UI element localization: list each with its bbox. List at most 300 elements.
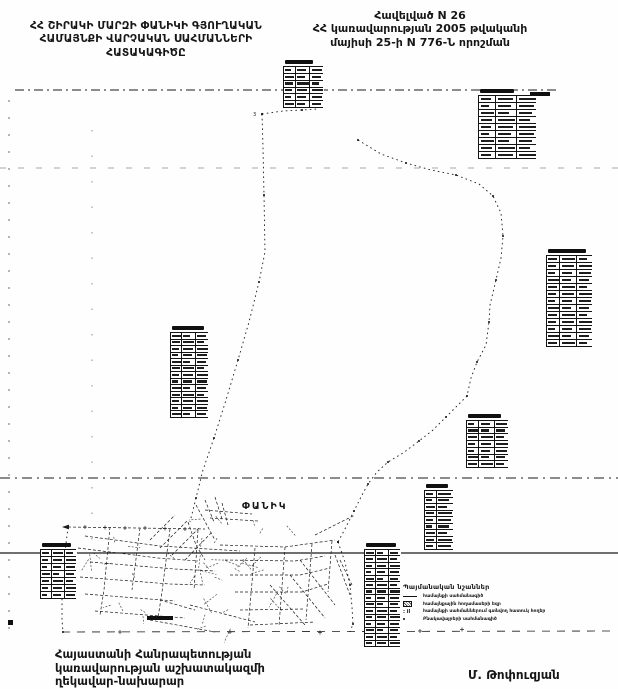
village-lane [201, 538, 202, 547]
table-cell [365, 628, 375, 633]
table-cell [284, 88, 295, 94]
table-cell [560, 284, 576, 290]
table-cell [296, 67, 310, 73]
table-cell [496, 110, 516, 116]
legend-item-label: Բնակավայրերի սահմանագիծ [423, 616, 497, 622]
boundary-point [353, 510, 355, 512]
point-table-title-smudge [548, 249, 586, 253]
boundary-southeast [338, 542, 353, 632]
village-lane [235, 568, 240, 571]
village-lane [226, 561, 241, 567]
table-cell [296, 94, 310, 100]
table-cell [517, 103, 537, 109]
table-cell [437, 543, 453, 549]
table-cell [365, 569, 375, 574]
map-title-line2: ՀԱՄԱՅՆՔԻ ՎԱՐՉԱԿԱՆ ՍԱՀՄԱՆՆԵՐԻ [39, 33, 253, 46]
table-cell [182, 379, 195, 385]
table-cell [467, 461, 478, 467]
table-cell [577, 305, 593, 311]
point-coordinate-table [170, 332, 208, 418]
table-cell [577, 256, 593, 262]
approval-block [55, 648, 265, 689]
dot-icon [403, 617, 419, 622]
village-street [160, 520, 188, 548]
table-cell [171, 392, 181, 398]
legend-item-label: համայնքի սահմանագիծ [423, 594, 484, 599]
table-cell [496, 138, 516, 144]
table-cell [376, 608, 388, 613]
point-coordinate-table [424, 490, 453, 550]
village-street [290, 575, 325, 618]
village-street [160, 600, 195, 610]
boundary-point [337, 541, 339, 543]
village-lane [190, 576, 194, 583]
table-cell [577, 340, 593, 346]
boundary-point [195, 497, 197, 499]
table-cell [52, 585, 64, 591]
table-cell [577, 319, 593, 325]
table-cell [65, 550, 77, 556]
table-cell [496, 145, 516, 151]
table-cell [479, 124, 495, 130]
table-cell [479, 152, 495, 158]
signature-name: Մ. Թոփուզյան [468, 668, 560, 682]
boundary-point [237, 359, 239, 361]
table-cell [41, 585, 51, 591]
table-cell [310, 74, 324, 80]
table-cell [65, 564, 77, 570]
village-lane [90, 554, 92, 571]
table-cell [196, 411, 209, 417]
village-street [248, 548, 255, 628]
table-cell [365, 621, 375, 626]
table-cell [437, 504, 453, 510]
table-cell [389, 589, 401, 594]
table-cell [547, 333, 559, 339]
table-cell [425, 543, 436, 549]
table-cell [171, 398, 181, 404]
map-title-line3: ՀԱՏԱԿԱԳԻԾԸ [106, 46, 186, 59]
table-cell [182, 340, 195, 346]
table-cell [547, 326, 559, 332]
table-cell [41, 550, 51, 556]
table-cell [479, 434, 493, 440]
village-street [225, 556, 325, 561]
table-cell [182, 385, 195, 391]
village-lane [270, 598, 281, 610]
table-cell [65, 557, 77, 563]
point-table-title-smudge [426, 484, 448, 488]
dash-dot-line-icon [403, 594, 419, 599]
table-cell [310, 101, 324, 107]
legend-title: Պայմանական նշաններ [403, 583, 490, 591]
table-cell [65, 585, 77, 591]
table-cell [389, 569, 401, 574]
village-street [158, 529, 170, 618]
point-coordinate-table [546, 255, 592, 347]
village-lane [128, 546, 140, 547]
table-cell [437, 530, 453, 536]
table-cell [389, 550, 401, 555]
village-lane [205, 563, 218, 568]
table-cell [560, 319, 576, 325]
table-cell [182, 333, 195, 339]
village-lane [215, 577, 222, 580]
village-lane [201, 571, 216, 575]
point-coordinate-table [283, 66, 323, 108]
point-table-title-smudge [285, 60, 313, 64]
table-cell [284, 67, 295, 73]
table-cell [171, 405, 181, 411]
village-lane [269, 594, 276, 608]
village-street [315, 515, 355, 535]
table-cell [517, 152, 537, 158]
point-coordinate-table [364, 549, 400, 647]
table-cell [65, 571, 77, 577]
table-cell [182, 392, 195, 398]
table-cell [560, 340, 576, 346]
annex-line3: մայիսի 25-ի N 776-Ն որոշման [330, 35, 510, 49]
table-cell [547, 312, 559, 318]
table-cell [376, 641, 388, 646]
village-lane [82, 559, 89, 570]
boundary-point [445, 416, 447, 418]
table-cell [171, 379, 181, 385]
table-cell [495, 461, 509, 467]
village-street [150, 515, 175, 540]
table-cell [52, 550, 64, 556]
table-cell [437, 537, 453, 543]
road-arrowhead [62, 525, 69, 530]
table-cell [479, 145, 495, 151]
table-cell [310, 67, 324, 73]
boundary-point [405, 162, 407, 164]
table-cell [467, 434, 478, 440]
village-street [222, 503, 228, 525]
table-cell [547, 263, 559, 269]
table-cell [365, 615, 375, 620]
table-cell [296, 101, 310, 107]
table-cell [577, 277, 593, 283]
table-cell [376, 576, 388, 581]
table-cell [182, 353, 195, 359]
table-cell [495, 441, 509, 447]
village-lane [103, 605, 111, 608]
village-label: ՓԱՆԻԿ [242, 501, 288, 512]
legend-item [403, 602, 593, 607]
dot-ticks-icon: : il [403, 608, 411, 615]
table-cell [41, 592, 51, 598]
table-cell [284, 74, 295, 80]
table-cell [425, 491, 436, 497]
table-cell [479, 110, 495, 116]
boundary-point [357, 139, 359, 141]
table-cell [52, 592, 64, 598]
table-cell [517, 96, 537, 102]
table-cell [52, 571, 64, 577]
table-cell [365, 576, 375, 581]
table-cell [547, 291, 559, 297]
table-cell [425, 498, 436, 504]
table-cell [196, 379, 209, 385]
table-cell [310, 88, 324, 94]
table-cell [376, 602, 388, 607]
village-street [306, 544, 312, 620]
village-lane [287, 526, 296, 537]
table-cell [547, 284, 559, 290]
table-cell [425, 517, 436, 523]
village-lane [214, 538, 218, 544]
boundary-point [352, 623, 354, 625]
table-cell [560, 298, 576, 304]
table-cell [479, 138, 495, 144]
table-cell [389, 641, 401, 646]
table-cell [496, 152, 516, 158]
table-cell [495, 448, 509, 454]
table-cell [365, 595, 375, 600]
boundary-point [492, 195, 494, 197]
legend-item [403, 594, 593, 599]
table-cell [389, 634, 401, 639]
point-coordinate-table [466, 420, 508, 468]
table-cell [517, 124, 537, 130]
table-cell [182, 366, 195, 372]
table-cell [171, 353, 181, 359]
boundary-point [62, 631, 64, 633]
table-cell [365, 602, 375, 607]
table-cell [52, 557, 64, 563]
table-cell [171, 385, 181, 391]
table-cell [376, 628, 388, 633]
table-cell [517, 117, 537, 123]
table-cell [196, 405, 209, 411]
table-cell [365, 589, 375, 594]
village-lane [202, 615, 205, 625]
table-cell [495, 434, 509, 440]
table-cell [547, 340, 559, 346]
boundary-point [263, 194, 265, 196]
boundary-point [367, 483, 369, 485]
table-cell [182, 398, 195, 404]
approval-line1: Հայաստանի Հանրապետության [55, 647, 252, 661]
legend-item-label: համայնքային հողամասերի եզր [423, 601, 501, 607]
village-street [235, 584, 328, 592]
table-cell [425, 511, 436, 517]
table-cell [296, 74, 310, 80]
village-lane [253, 520, 255, 526]
table-cell [296, 88, 310, 94]
table-cell [171, 333, 181, 339]
table-cell [196, 346, 209, 352]
village-street [185, 532, 212, 560]
table-cell [41, 557, 51, 563]
table-cell [310, 94, 324, 100]
table-cell [577, 312, 593, 318]
table-cell [479, 117, 495, 123]
village-street [194, 530, 198, 590]
table-cell [437, 498, 453, 504]
legend-item [403, 617, 593, 622]
table-cell [547, 298, 559, 304]
table-cell [577, 270, 593, 276]
table-cell [495, 455, 509, 461]
village-lane [132, 573, 135, 577]
legend [403, 583, 593, 624]
table-cell [496, 117, 516, 123]
village-sublabel-smudge [147, 616, 173, 620]
table-cell [479, 441, 493, 447]
village-street [279, 547, 285, 626]
table-cell [284, 81, 295, 87]
boundary-east [338, 140, 503, 542]
table-cell [196, 359, 209, 365]
table-cell [196, 340, 209, 346]
legend-item [403, 609, 593, 614]
village-lane [222, 610, 228, 613]
village-street [210, 518, 258, 521]
boundary-point [455, 174, 457, 176]
village-street [250, 622, 315, 625]
table-cell [517, 145, 537, 151]
village-street [328, 541, 332, 592]
table-cell [284, 94, 295, 100]
village-street [132, 528, 140, 590]
hatched-box-icon [403, 602, 419, 607]
boundary-north-spur [262, 109, 318, 114]
table-cell [560, 326, 576, 332]
table-cell [560, 263, 576, 269]
table-cell [560, 333, 576, 339]
table-cell [196, 353, 209, 359]
boundary-point [466, 395, 468, 397]
table-cell [389, 556, 401, 561]
boundary-point [258, 281, 260, 283]
village-lane [242, 563, 258, 568]
table-cell [560, 277, 576, 283]
table-cell [437, 524, 453, 530]
table-cell [479, 448, 493, 454]
table-cell [389, 563, 401, 568]
table-cell [376, 589, 388, 594]
table-cell [196, 333, 209, 339]
point-table-title-smudge [468, 414, 501, 418]
table-cell [479, 455, 493, 461]
table-cell [467, 455, 478, 461]
village-lane [114, 537, 115, 543]
table-cell [376, 615, 388, 620]
table-cell [171, 372, 181, 378]
table-cell [577, 291, 593, 297]
point-coordinate-table [478, 95, 536, 159]
village-street [80, 577, 205, 585]
table-cell [171, 411, 181, 417]
table-cell [479, 103, 495, 109]
map-title-line1: ՀՀ ՇԻՐԱԿԻ ՄԱՐԶԻ ՓԱՆԻԿԻ ԳՅՈՒՂԱԿԱՆ [30, 20, 262, 32]
table-cell [182, 411, 195, 417]
table-cell [425, 530, 436, 536]
table-cell [171, 340, 181, 346]
boundary-point [349, 584, 351, 586]
table-cell [496, 131, 516, 137]
village-lane [279, 587, 285, 594]
table-cell [425, 504, 436, 510]
table-cell [376, 556, 388, 561]
table-cell [496, 124, 516, 130]
table-cell [196, 372, 209, 378]
table-cell [560, 256, 576, 262]
boundary-junction-mark: 3 [253, 112, 257, 118]
table-cell [389, 602, 401, 607]
table-cell [496, 96, 516, 102]
table-cell [577, 263, 593, 269]
village-lane [259, 528, 263, 534]
table-cell [547, 256, 559, 262]
table-cell [577, 298, 593, 304]
table-cell [182, 372, 195, 378]
point-table-title-smudge [42, 543, 71, 547]
table-cell [171, 366, 181, 372]
annex-line2: ՀՀ կառավարության 2005 թվականի [312, 22, 528, 36]
village-street [215, 497, 222, 519]
table-cell [389, 595, 401, 600]
village-street [100, 527, 110, 615]
table-cell [547, 305, 559, 311]
village-lane [189, 519, 201, 520]
boundary-point [476, 361, 478, 363]
table-cell [479, 461, 493, 467]
table-cell [365, 641, 375, 646]
table-cell [365, 608, 375, 613]
village-street [340, 560, 352, 585]
table-cell [365, 550, 375, 555]
boundary-point [418, 440, 420, 442]
table-cell [547, 270, 559, 276]
table-cell [577, 326, 593, 332]
table-cell [560, 312, 576, 318]
table-cell [517, 138, 537, 144]
village-lane [251, 557, 261, 567]
table-cell [425, 524, 436, 530]
point-table-title-smudge [366, 543, 396, 547]
boundary-point [213, 437, 215, 439]
table-cell [479, 421, 493, 427]
table-cell [389, 621, 401, 626]
table-cell [389, 582, 401, 587]
table-cell [517, 131, 537, 137]
table-cell [495, 421, 509, 427]
table-cell [182, 346, 195, 352]
table-cell [365, 634, 375, 639]
table-cell [560, 291, 576, 297]
table-cell [389, 615, 401, 620]
margin-mark-smudge [8, 620, 13, 625]
table-cell [65, 578, 77, 584]
table-cell [41, 571, 51, 577]
table-cell [52, 578, 64, 584]
table-cell [365, 582, 375, 587]
table-cell [171, 346, 181, 352]
table-cell [479, 428, 493, 434]
table-cell [171, 359, 181, 365]
table-cell [437, 517, 453, 523]
village-street [230, 568, 330, 575]
boundary-point [261, 113, 263, 115]
village-lane [287, 587, 288, 592]
table-cell [41, 578, 51, 584]
annex-line1: Հավելված N 26 [374, 9, 466, 22]
table-cell [196, 398, 209, 404]
table-cell [560, 270, 576, 276]
